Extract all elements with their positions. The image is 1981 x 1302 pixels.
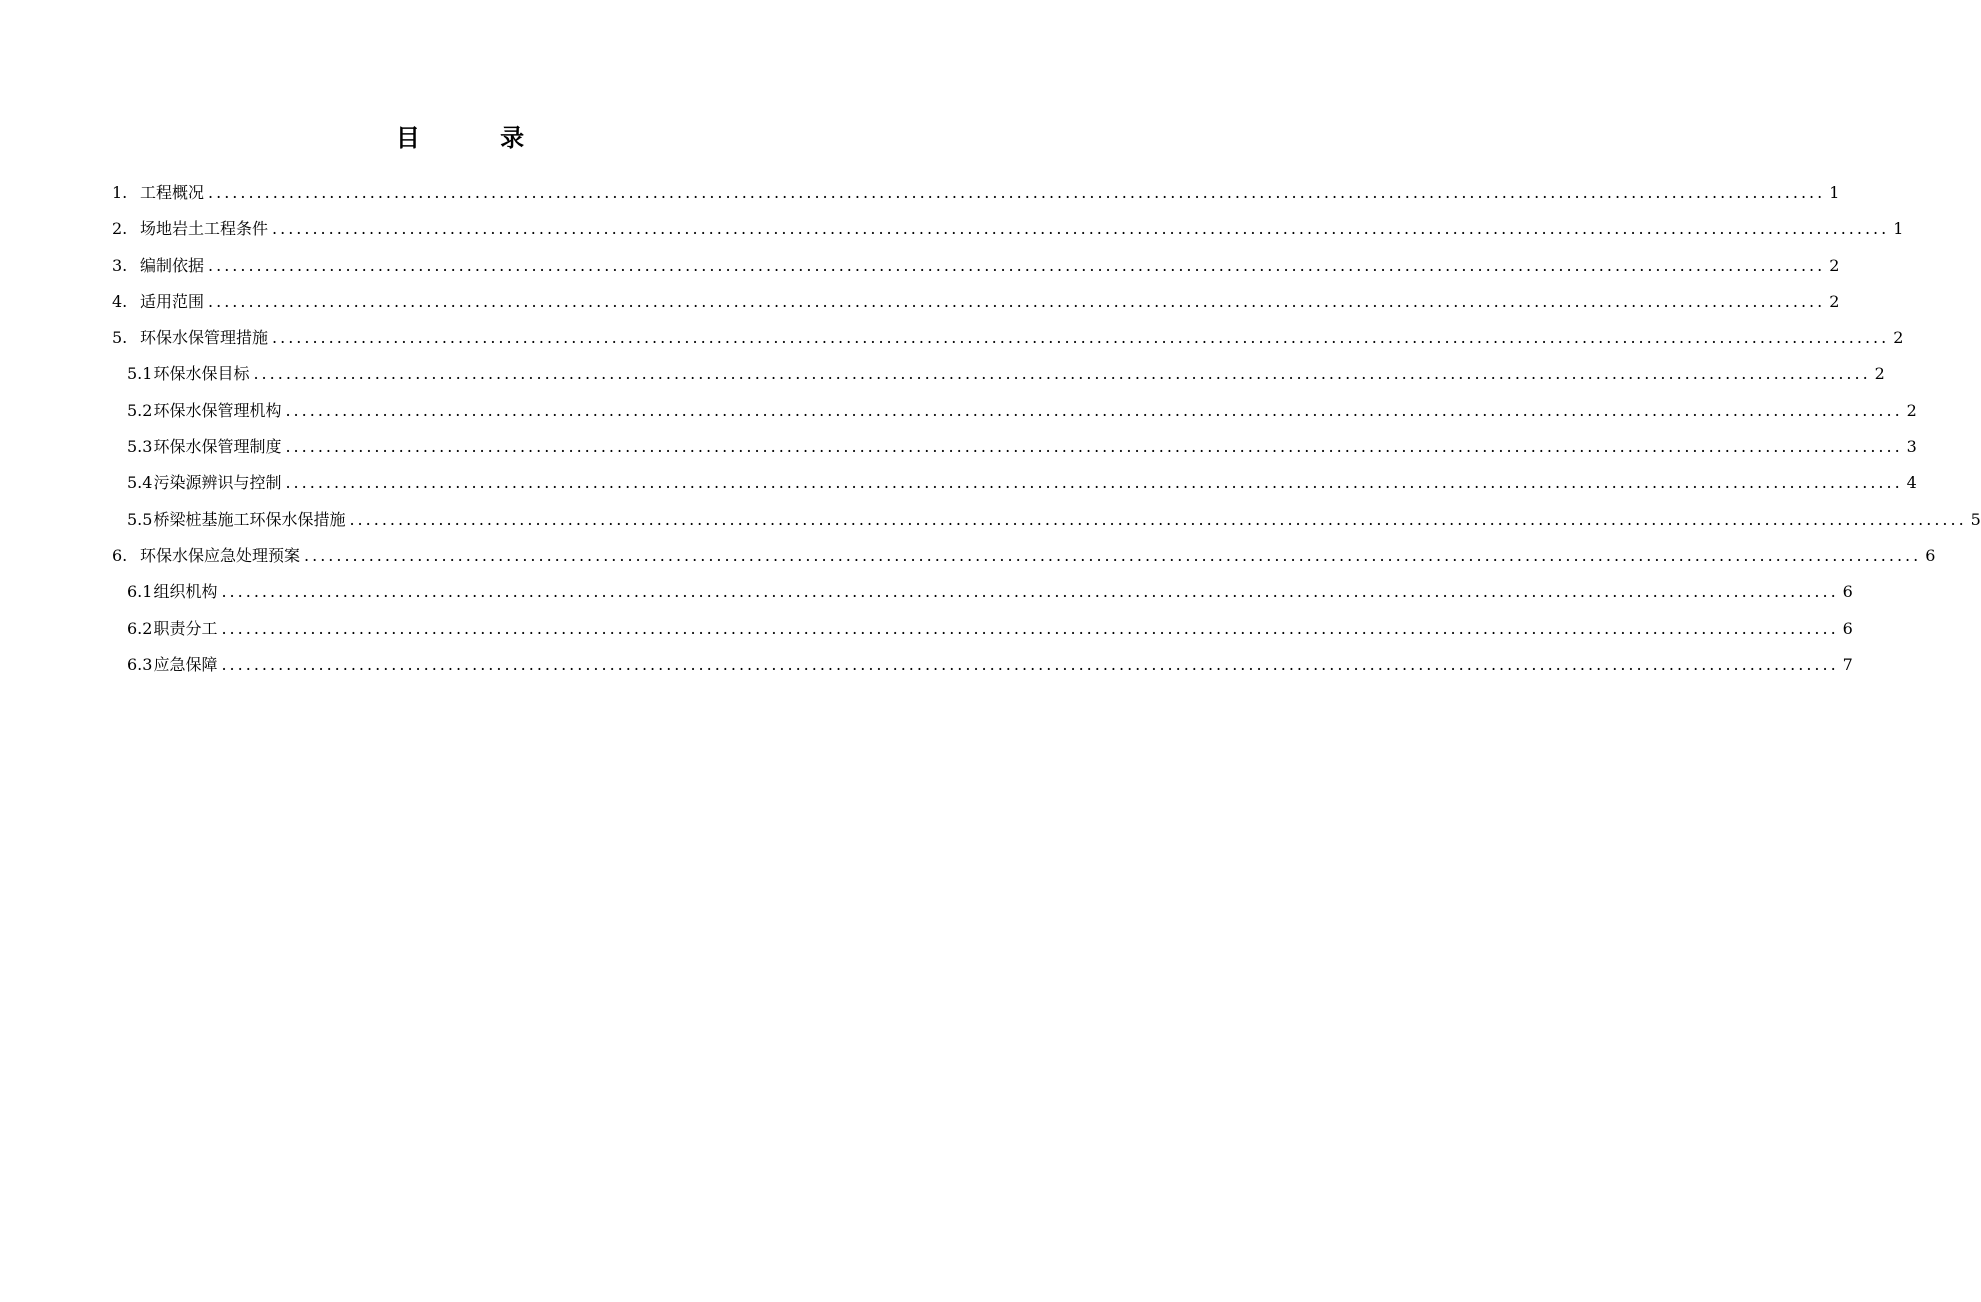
toc-entry-page: 2 — [1874, 364, 1885, 384]
toc-entry-text: 应急保障 — [153, 654, 218, 674]
toc-dot-leader: ........................................................................................................................................................................................................ — [349, 509, 1967, 529]
toc-entry-text: 环保水保管理制度 — [153, 437, 282, 457]
toc-entry-page: 7 — [1842, 654, 1853, 674]
toc-entry-text: 组织机构 — [153, 582, 218, 602]
toc-entry-page: 2 — [1829, 255, 1840, 275]
toc-entry-text: 职责分工 — [153, 618, 218, 638]
toc-entry-text: 桥梁桩基施工环保水保措施 — [153, 509, 346, 529]
toc-entry[interactable] — [112, 538, 1936, 574]
toc-entry-number: 5.5 — [127, 509, 153, 529]
toc-entry-text: 工程概况 — [140, 183, 205, 202]
toc-entry-number: 6.1 — [127, 582, 153, 602]
toc-entry-page: 3 — [1906, 437, 1917, 457]
toc-dot-leader: ........................................................................................................................................................................................................ — [208, 291, 1826, 311]
toc-entry-text: 适用范围 — [140, 291, 205, 311]
toc-entry-page: 2 — [1829, 291, 1840, 311]
toc-entry-number: 2. — [112, 219, 128, 239]
toc-entry-number: 5. — [112, 328, 128, 348]
toc-entry[interactable] — [112, 175, 1840, 211]
toc-entry-number: 3. — [112, 255, 128, 275]
toc-dot-leader: ........................................................................................................................................................................................................ — [221, 582, 1839, 602]
toc-entry-page: 2 — [1906, 400, 1917, 420]
toc-dot-leader: ........................................................................................................................................................................................................ — [208, 255, 1826, 275]
toc-dot-leader: ........................................................................................................................................................................................................ — [253, 364, 1871, 384]
toc-entry-page: 1 — [1829, 183, 1840, 202]
toc-entry[interactable] — [112, 574, 1853, 610]
toc-entry[interactable] — [112, 502, 1981, 538]
toc-entry-text: 环保水保应急处理预案 — [140, 545, 301, 565]
toc-entry-number: 5.1 — [127, 364, 153, 384]
toc-entry[interactable] — [112, 356, 1885, 392]
toc-dot-leader: ........................................................................................................................................................................................................ — [221, 618, 1839, 638]
toc-entry-page: 5 — [1970, 509, 1981, 529]
toc-entry-text: 污染源辨识与控制 — [153, 473, 282, 493]
toc-entry-number: 1. — [112, 183, 128, 202]
toc-dot-leader: ........................................................................................................................................................................................................ — [285, 473, 1903, 493]
toc-dot-leader: ........................................................................................................................................................................................................ — [208, 183, 1826, 202]
toc-entry[interactable] — [112, 320, 1904, 356]
toc-entry[interactable] — [112, 465, 1917, 501]
toc-dot-leader: ........................................................................................................................................................................................................ — [304, 545, 1922, 565]
toc-entry-number: 5.3 — [127, 437, 153, 457]
toc-entry[interactable] — [112, 429, 1917, 465]
toc-dot-leader: ........................................................................................................................................................................................................ — [272, 328, 1890, 348]
toc-entry-page: 2 — [1893, 328, 1904, 348]
toc-entry-text: 环保水保管理机构 — [153, 400, 282, 420]
toc-entry-number: 6.3 — [127, 654, 153, 674]
toc-entry[interactable] — [112, 647, 1853, 683]
toc-entry[interactable] — [112, 393, 1917, 429]
toc-entry-text: 场地岩土工程条件 — [140, 219, 269, 239]
toc-entry-page: 6 — [1842, 582, 1853, 602]
toc-entry-number: 4. — [112, 291, 128, 311]
toc-entry-page: 6 — [1925, 545, 1936, 565]
toc-entry-text: 编制依据 — [140, 255, 205, 275]
toc-entry-text: 环保水保管理措施 — [140, 328, 269, 348]
toc-dot-leader: ........................................................................................................................................................................................................ — [221, 654, 1839, 674]
toc-dot-leader: ........................................................................................................................................................................................................ — [285, 437, 1903, 457]
toc-entry-page: 4 — [1906, 473, 1917, 493]
toc-entry[interactable] — [112, 284, 1840, 320]
toc-dot-leader: ........................................................................................................................................................................................................ — [272, 219, 1890, 239]
toc-entry[interactable] — [112, 211, 1904, 247]
toc-entry-number: 5.2 — [127, 400, 153, 420]
toc-entry-page: 6 — [1842, 618, 1853, 638]
toc-dot-leader: ........................................................................................................................................................................................................ — [285, 400, 1903, 420]
toc-entry[interactable] — [112, 611, 1853, 647]
toc-entry-number: 5.4 — [127, 473, 153, 493]
toc-title: 目 录 — [395, 123, 561, 152]
toc-entry-text: 环保水保目标 — [153, 364, 250, 384]
toc-entry[interactable] — [112, 248, 1840, 284]
toc-list — [112, 175, 1981, 683]
toc-entry-number: 6.2 — [127, 618, 153, 638]
toc-entry-page: 1 — [1893, 219, 1904, 239]
toc-entry-number: 6. — [112, 545, 128, 565]
